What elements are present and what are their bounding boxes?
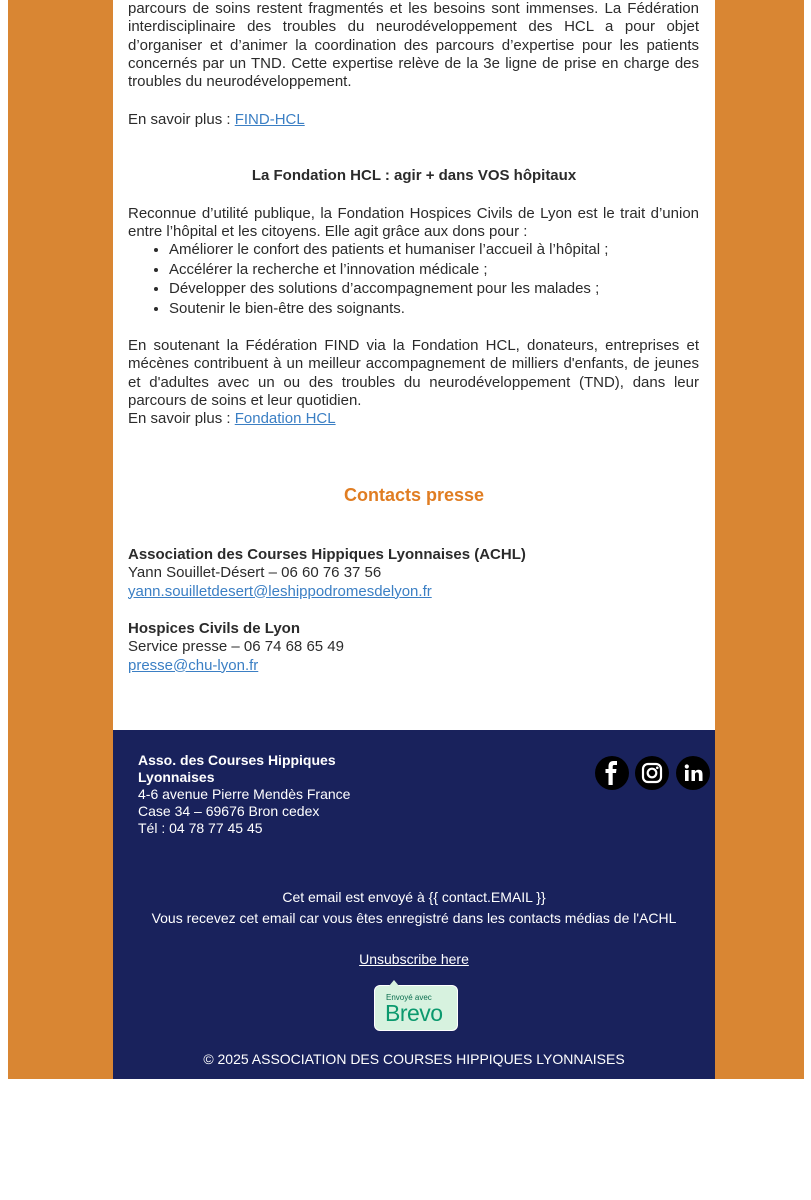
email-footer [113,730,715,1079]
email-content-card [113,0,715,730]
contact-person: Service presse – 06 74 68 65 49 [128,638,344,656]
unsubscribe-link[interactable]: Unsubscribe here [359,951,469,967]
facebook-icon[interactable] [595,756,629,790]
footer-address-line: Case 34 – 69676 Bron cedex [138,803,320,819]
contact-email-link[interactable]: yann.souilletdesert@leshippodromesdelyon.fr [128,582,432,600]
contact-email-link[interactable]: presse@chu-lyon.fr [128,656,259,674]
brevo-logo-text: Brevo [385,1000,443,1026]
more-prefix: En savoir plus : [128,410,235,427]
fondation-heading: La Fondation HCL : agir + dans VOS hôpitaux [251,167,577,184]
reason-text: Vous recevez cet email car vous êtes enregistré dans les contacts médias de l'ACHL [151,910,677,926]
list-item: • Accélérer la recherche et l’innovation médicale ; [169,260,740,280]
linkedin-icon[interactable] [676,756,710,790]
footer-org-name-2: Lyonnaises [138,769,215,785]
contacts-heading: Contacts presse [343,485,485,505]
brevo-badge[interactable] [374,985,458,1031]
contact-block-achl [128,546,526,601]
brevo-small-text: Envoyé avec [386,993,432,1002]
contact-org: Hospices Civils de Lyon [128,620,300,637]
contact-block-hcl [128,620,344,675]
footer-org-name: Asso. des Courses Hippiques [138,752,336,768]
intro-paragraph: parcours de soins restent fragmentés et les besoins sont immenses. La Fédération interdisciplinaire des troubles du neurodéveloppement des HCL a pour objet d’organiser et d’animer la coordination des parcours d’expertise pour les patients concernés par un TND. Cette expertise relève de la 3e ligne de prise en charge des troubles du neurodéveloppement. [128,0,699,91]
email-outer-background [8,0,804,1079]
unsubscribe-line [113,951,715,967]
sent-to-text: Cet email est envoyé à {{ contact.EMAIL }} [282,889,546,905]
brevo-badge-notch [389,980,399,986]
fondation-paragraph: Reconnue d’utilité publique, la Fondation Hospices Civils de Lyon est le trait d’union entre l’hôpital et les citoyens. Elle agit grâce aux dons pour : [128,205,699,241]
fondation-more-line [128,410,336,428]
fondation-paragraph-2: En soutenant la Fédération FIND via la Fondation HCL, donateurs, entreprises et mécènes contribuent à un meilleur accompagnement de milliers d'enfants, de jeunes et d'adultes avec un ou des troubles du neurodéveloppement (TND), dans leur parcours de soins et leur quotidien. [128,337,699,409]
copyright-text: © 2025 ASSOCIATION DES COURSES HIPPIQUES LYONNAISES [203,1051,625,1067]
fondation-hcl-link[interactable]: Fondation HCL [234,410,336,427]
footer-address-line: 4-6 avenue Pierre Mendès France [138,786,351,802]
instagram-icon[interactable] [635,756,669,790]
fondation-list [128,240,740,318]
find-hcl-link[interactable]: FIND-HCL [234,111,305,128]
contact-org: Association des Courses Hippiques Lyonnaises (ACHL) [128,546,526,563]
more-prefix: En savoir plus : [128,111,235,128]
footer-phone: Tél : 04 78 77 45 45 [138,820,263,836]
list-item: • Soutenir le bien-être des soignants. [169,299,740,319]
footer-address [138,752,350,837]
list-item: • Améliorer le confort des patients et humaniser l’accueil à l’hôpital ; [169,240,740,260]
list-item: • Développer des solutions d’accompagnement pour les malades ; [169,279,740,299]
contact-person: Yann Souillet-Désert – 06 60 76 37 56 [128,564,382,582]
find-more-line [128,111,305,129]
